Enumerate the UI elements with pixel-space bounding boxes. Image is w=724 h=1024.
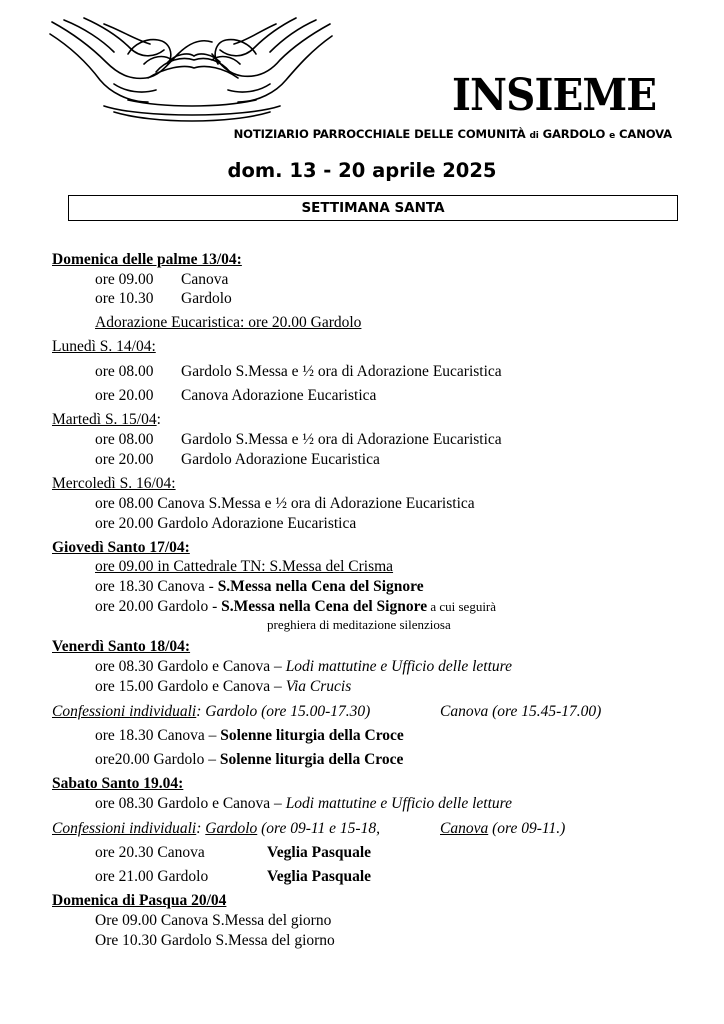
schedule-line — [95, 577, 424, 597]
time: ore 10.30 — [95, 290, 154, 307]
subtitle-part: e — [609, 131, 616, 141]
section-title-palme: Domenica delle palme 13/04: — [52, 251, 242, 268]
text: a cui seguirà — [427, 599, 497, 614]
confessions-line — [52, 702, 370, 722]
schedule-line: ore 09.00 in Cattedrale TN: S.Messa del Crisma — [95, 558, 394, 575]
text: ore 18.30 Canova - — [95, 578, 218, 595]
confessions-line — [52, 819, 380, 839]
text: Gardolo Adorazione Eucaristica — [181, 451, 380, 468]
text: Canova Adorazione Eucaristica — [181, 387, 377, 404]
time: ore 20.30 Canova — [95, 844, 205, 861]
text: (ore 09-11.) — [488, 820, 566, 837]
text: ore 20.00 Gardolo - — [95, 598, 222, 615]
time: ore 20.00 — [95, 387, 154, 404]
schedule-line — [95, 657, 512, 677]
schedule-line — [95, 677, 351, 697]
schedule-line — [95, 726, 404, 746]
schedule-line — [95, 270, 228, 290]
text: Solenne liturgia della Croce — [220, 727, 404, 744]
schedule-line: ore 08.00 Canova S.Messa e ½ ora di Adorazione Eucaristica — [95, 495, 475, 512]
schedule-line — [95, 430, 502, 450]
week-title: SETTIMANA SANTA — [301, 200, 445, 216]
text: Gardolo S.Messa e ½ ora di Adorazione Eucaristica — [181, 431, 502, 448]
schedule-line — [95, 750, 403, 770]
confessions-canova — [440, 819, 565, 839]
text: : — [196, 820, 206, 837]
subtitle-part: CANOVA — [615, 127, 672, 141]
section-title-venerdi: Venerdì Santo 18/04: — [52, 638, 191, 655]
schedule-line — [95, 289, 232, 309]
week-title-box — [68, 195, 678, 221]
adorazione-line: Adorazione Eucaristica: ore 20.00 Gardolo — [95, 314, 362, 331]
section-title-lunedi: Lunedì S. 14/04: — [52, 338, 156, 355]
text: Via Crucis — [285, 678, 352, 695]
text: Lodi mattutine e Ufficio delle letture — [285, 658, 512, 675]
text: Canova — [181, 271, 229, 288]
schedule-line — [95, 362, 502, 382]
text: Gardolo S.Messa e ½ ora di Adorazione Eucaristica — [181, 363, 502, 380]
text: S.Messa nella Cena del Signore — [217, 578, 424, 595]
text: ore 18.30 Canova – — [95, 727, 221, 744]
title: Martedì S. 15/04 — [52, 411, 157, 428]
text: ore 08.30 Gardolo e Canova – — [95, 658, 286, 675]
title-suffix: : — [156, 411, 161, 428]
time: ore 20.00 — [95, 451, 154, 468]
schedule-line: preghiera di meditazione silenziosa — [267, 617, 451, 632]
label: Confessioni individuali — [52, 703, 197, 720]
text: Gardolo — [205, 820, 258, 837]
schedule-line — [95, 867, 371, 887]
text: S.Messa nella Cena del Signore — [221, 598, 428, 615]
text: Gardolo — [181, 290, 232, 307]
time: ore 21.00 Gardolo — [95, 868, 209, 885]
schedule-line — [95, 794, 512, 814]
schedule-line — [95, 386, 376, 406]
label: Confessioni individuali — [52, 820, 197, 837]
section-title-sabato: Sabato Santo 19.04: — [52, 775, 184, 792]
text: Canova — [440, 820, 489, 837]
time: ore 09.00 — [95, 271, 154, 288]
text: (ore 09-11 e 15-18, — [257, 820, 380, 837]
subtitle-part: NOTIZIARIO PARROCCHIALE DELLE COMUNITÀ — [233, 127, 530, 141]
time: ore 08.00 — [95, 431, 154, 448]
text: Solenne liturgia della Croce — [219, 751, 404, 768]
newsletter-subtitle — [200, 126, 672, 144]
subtitle-part: di — [529, 131, 539, 141]
schedule-line: Ore 10.30 Gardolo S.Messa del giorno — [95, 932, 335, 949]
text: ore 15.00 Gardolo e Canova – — [95, 678, 286, 695]
schedule-line: Ore 09.00 Canova S.Messa del giorno — [95, 912, 332, 929]
schedule-line: ore 20.00 Gardolo Adorazione Eucaristica — [95, 515, 357, 532]
confessions-canova: Canova (ore 15.45-17.00) — [440, 703, 602, 720]
schedule-line — [95, 597, 496, 617]
text: Veglia Pasquale — [267, 868, 372, 885]
praying-hands-logo — [44, 14, 336, 130]
text: Veglia Pasquale — [267, 844, 372, 861]
section-title-martedi — [52, 410, 161, 430]
text: : Gardolo (ore 15.00-17.30) — [196, 703, 371, 720]
date-heading: dom. 13 - 20 aprile 2025 — [227, 159, 497, 182]
section-title-giovedi: Giovedì Santo 17/04: — [52, 539, 190, 556]
schedule-line — [95, 450, 380, 470]
text: ore20.00 Gardolo – — [95, 751, 220, 768]
text: Lodi mattutine e Ufficio delle letture — [285, 795, 512, 812]
time: ore 08.00 — [95, 363, 154, 380]
schedule-line — [95, 843, 371, 863]
text: ore 08.30 Gardolo e Canova – — [95, 795, 286, 812]
section-title-pasqua: Domenica di Pasqua 20/04 — [52, 892, 227, 909]
subtitle-part: GARDOLO — [538, 127, 610, 141]
section-title-mercoledi: Mercoledì S. 16/04: — [52, 475, 176, 492]
masthead-title: INSIEME — [452, 70, 657, 121]
